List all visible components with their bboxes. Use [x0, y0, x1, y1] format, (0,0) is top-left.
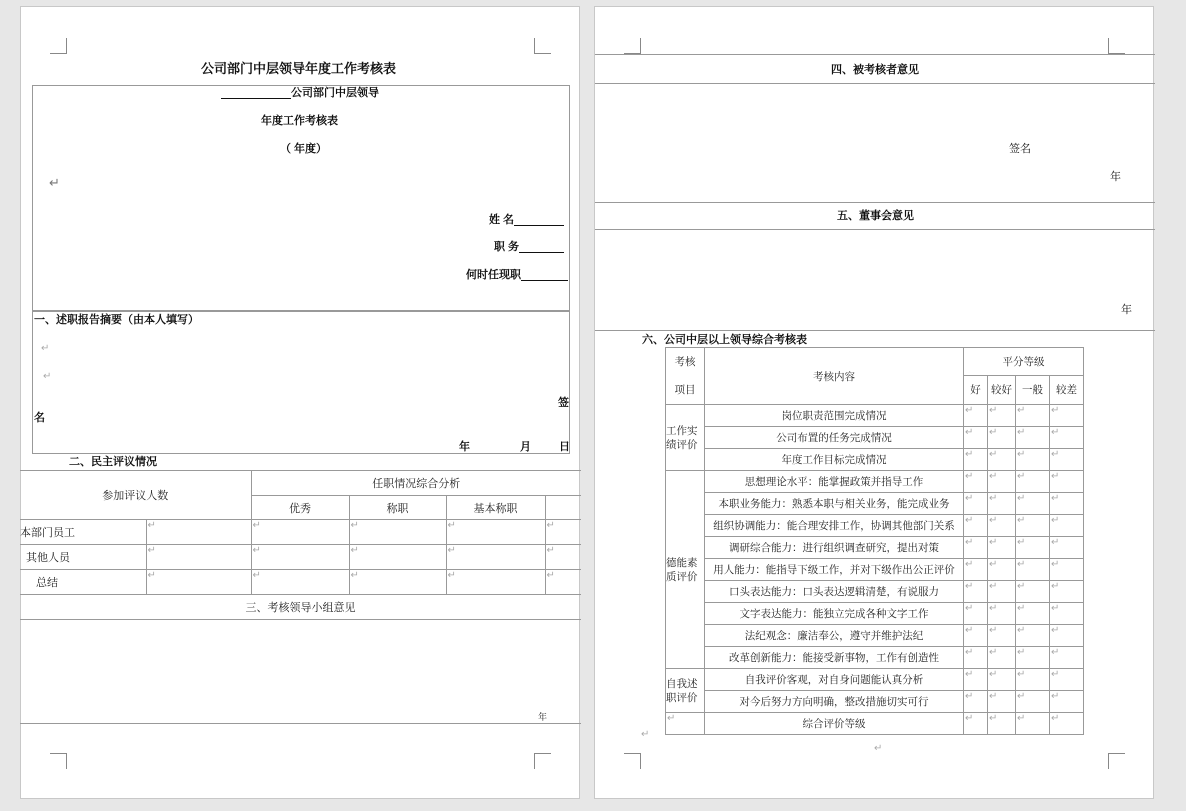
table-row — [666, 405, 1084, 427]
cell[interactable]: ↵ — [146, 545, 251, 570]
grade-cell[interactable]: ↵ — [1016, 625, 1050, 647]
evaluation-table — [665, 347, 1084, 735]
grade-cell[interactable]: ↵ — [1050, 515, 1084, 537]
review-table — [20, 470, 581, 724]
cover-line1: 公司部门中层领导 — [221, 87, 379, 99]
cell[interactable]: ↵ — [545, 520, 581, 545]
grade-cell[interactable]: ↵ — [988, 405, 1016, 427]
document-title[interactable]: 公司部门中层领导年度工作考核表 — [201, 61, 397, 76]
criterion: 自我评价客观，对自身问题能认真分析 — [705, 669, 964, 691]
divider — [595, 229, 1155, 230]
section6-title: 六、公司中层以上领导综合考核表 — [642, 334, 807, 346]
section3-body[interactable]: 年 — [20, 620, 581, 724]
grade-cell[interactable]: ↵ — [964, 515, 988, 537]
grade-cell[interactable]: ↵ — [964, 669, 988, 691]
grade-cell[interactable]: ↵ — [964, 713, 988, 735]
grade-cell[interactable]: ↵ — [1016, 427, 1050, 449]
criterion: 公司布置的任务完成情况 — [705, 427, 964, 449]
document-page-1 — [20, 6, 580, 799]
grade-poor: 较差 — [1050, 375, 1084, 404]
summary-label: 综合评价等级 — [705, 713, 964, 735]
criterion: 文字表达能力：能独立完成各种文字工作 — [705, 603, 964, 625]
empty-cell — [545, 496, 581, 520]
group-label: 工作实绩评价 — [666, 405, 705, 471]
month-label: 月 — [520, 441, 531, 453]
grade-average: 一般 — [1016, 375, 1050, 404]
grade-cell[interactable]: ↵ — [1050, 625, 1084, 647]
grade-cell[interactable]: ↵ — [988, 713, 1016, 735]
grade-cell[interactable]: ↵ — [1050, 537, 1084, 559]
group-label: 德能素质评价 — [666, 471, 705, 669]
grade-cell[interactable]: ↵ — [988, 515, 1016, 537]
table-row — [666, 449, 1084, 471]
return-mark: ↵ — [641, 729, 650, 740]
grade-cell[interactable]: ↵ — [988, 449, 1016, 471]
col-excellent: 优秀 — [251, 496, 349, 520]
section2-title: 二、民主评议情况 — [69, 456, 157, 468]
grade-cell[interactable]: ↵ — [1050, 449, 1084, 471]
grade-cell[interactable]: ↵ — [964, 449, 988, 471]
grade-cell[interactable]: ↵ — [1016, 449, 1050, 471]
grade-cell[interactable]: ↵ — [964, 647, 988, 669]
col-item: 考核 项目 — [666, 348, 705, 405]
grade-cell[interactable]: ↵ — [1016, 559, 1050, 581]
return-mark: ↵ — [874, 743, 883, 754]
criterion: 对今后努力方向明确，整改措施切实可行 — [705, 691, 964, 713]
criterion: 改革创新能力：能接受新事物，工作有创造性 — [705, 647, 964, 669]
divider — [595, 83, 1155, 84]
grade-cell[interactable]: ↵ — [1016, 471, 1050, 493]
table-row — [666, 647, 1084, 669]
grade-cell[interactable]: ↵ — [988, 559, 1016, 581]
col-grade: 平分等级 — [964, 348, 1084, 376]
grade-cell[interactable]: ↵ — [988, 625, 1016, 647]
grade-cell[interactable]: ↵ — [964, 471, 988, 493]
position-field[interactable]: 职 务 — [494, 241, 564, 253]
table-row — [20, 520, 581, 545]
cell[interactable]: ↵ — [146, 520, 251, 545]
grade-cell[interactable]: ↵ — [988, 493, 1016, 515]
cell[interactable]: ↵ — [545, 545, 581, 570]
cell[interactable]: ↵ — [446, 520, 545, 545]
year-label: 年 — [459, 441, 470, 453]
table-row — [666, 515, 1084, 537]
grade-cell[interactable]: ↵ — [1050, 581, 1084, 603]
grade-cell[interactable]: ↵ — [988, 691, 1016, 713]
table-row — [666, 493, 1084, 515]
cover-line3: （ 年度） — [280, 143, 328, 155]
grade-cell[interactable]: ↵ — [1050, 405, 1084, 427]
grade-cell[interactable]: ↵ — [1016, 647, 1050, 669]
table-row — [666, 471, 1084, 493]
return-mark: ↵ — [43, 371, 52, 382]
grade-cell[interactable]: ↵ — [964, 581, 988, 603]
grade-fair-good: 较好 — [988, 375, 1016, 404]
col-participants: 参加评议人数 — [20, 471, 251, 520]
cell[interactable]: ↵ — [446, 570, 545, 595]
grade-cell[interactable]: ↵ — [964, 603, 988, 625]
corner-mark — [50, 753, 67, 769]
grade-cell[interactable]: ↵ — [1050, 691, 1084, 713]
col-content: 考核内容 — [705, 348, 964, 405]
grade-cell[interactable]: ↵ — [1016, 405, 1050, 427]
criterion: 调研综合能力：进行组织调查研究，提出对策 — [705, 537, 964, 559]
name-field[interactable]: 姓 名 — [489, 214, 564, 226]
table-row — [666, 537, 1084, 559]
section5-title: 五、董事会意见 — [837, 210, 914, 222]
corner-mark — [50, 38, 67, 54]
since-field[interactable]: 何时任现职 — [466, 269, 568, 281]
corner-mark — [624, 753, 641, 769]
grade-good: 好 — [964, 375, 988, 404]
criterion: 岗位职责范围完成情况 — [705, 405, 964, 427]
grade-cell[interactable]: ↵ — [964, 427, 988, 449]
cell[interactable]: ↵ — [146, 570, 251, 595]
table-row — [666, 713, 1084, 735]
grade-cell[interactable]: ↵ — [1050, 713, 1084, 735]
grade-cell[interactable]: ↵ — [1050, 493, 1084, 515]
corner-mark — [1108, 38, 1125, 54]
return-mark: ↵ — [49, 175, 60, 190]
criterion: 法纪观念：廉洁奉公，遵守并维护法纪 — [705, 625, 964, 647]
return-mark: ↵ — [41, 343, 50, 354]
cell[interactable]: ↵ — [666, 713, 705, 735]
sign-label-a: 签 — [558, 397, 569, 409]
grade-cell[interactable]: ↵ — [988, 603, 1016, 625]
divider — [595, 330, 1155, 331]
cover-line2: 年度工作考核表 — [261, 115, 338, 127]
corner-mark — [624, 38, 641, 54]
cell[interactable]: ↵ — [349, 570, 446, 595]
table-row — [666, 581, 1084, 603]
cell[interactable]: ↵ — [349, 520, 446, 545]
criterion: 年度工作目标完成情况 — [705, 449, 964, 471]
col-analysis: 任职情况综合分析 — [251, 471, 581, 496]
divider — [595, 202, 1155, 203]
corner-mark — [534, 753, 551, 769]
grade-cell[interactable]: ↵ — [1016, 537, 1050, 559]
cell[interactable]: ↵ — [251, 545, 349, 570]
criterion: 本职业务能力：熟悉本职与相关业务，能完成业务 — [705, 493, 964, 515]
table-row — [666, 603, 1084, 625]
criterion: 用人能力：能指导下级工作，并对下级作出公正评价 — [705, 559, 964, 581]
grade-cell[interactable]: ↵ — [1016, 691, 1050, 713]
table-row — [666, 625, 1084, 647]
section3-title: 三、考核领导小组意见 — [20, 595, 581, 620]
section1-title: 一、述职报告摘要（由本人填写） — [34, 314, 199, 326]
corner-mark — [1108, 753, 1125, 769]
grade-cell[interactable]: ↵ — [988, 427, 1016, 449]
grade-cell[interactable]: ↵ — [964, 537, 988, 559]
grade-cell[interactable]: ↵ — [964, 493, 988, 515]
corner-mark — [534, 38, 551, 54]
criterion: 口头表达能力：口头表达逻辑清楚，有说服力 — [705, 581, 964, 603]
grade-cell[interactable]: ↵ — [1016, 581, 1050, 603]
row-label: 总结 — [20, 570, 146, 595]
section1-box — [32, 311, 570, 454]
document-page-2 — [594, 6, 1154, 799]
grade-cell[interactable]: ↵ — [964, 559, 988, 581]
grade-cell[interactable]: ↵ — [1050, 603, 1084, 625]
sign-label-b: 名 — [34, 412, 45, 424]
table-row — [666, 427, 1084, 449]
grade-cell[interactable]: ↵ — [988, 669, 1016, 691]
grade-cell[interactable]: ↵ — [988, 471, 1016, 493]
criterion: 思想理论水平：能掌握政策并指导工作 — [705, 471, 964, 493]
grade-cell[interactable]: ↵ — [1016, 603, 1050, 625]
table-row — [666, 669, 1084, 691]
grade-cell[interactable]: ↵ — [1016, 669, 1050, 691]
row-label: 本部门员工 — [20, 520, 146, 545]
grade-cell[interactable]: ↵ — [964, 625, 988, 647]
grade-cell[interactable]: ↵ — [1050, 647, 1084, 669]
table-row — [666, 559, 1084, 581]
col-competent: 称职 — [349, 496, 446, 520]
year-label: 年 — [1110, 171, 1121, 183]
grade-cell[interactable]: ↵ — [1050, 669, 1084, 691]
sign-label: 签名 — [1009, 143, 1031, 155]
day-label: 日 — [559, 441, 570, 453]
grade-cell[interactable]: ↵ — [1050, 471, 1084, 493]
grade-cell[interactable]: ↵ — [1016, 515, 1050, 537]
group-label: 自我述职评价 — [666, 669, 705, 713]
grade-cell[interactable]: ↵ — [1016, 493, 1050, 515]
cell[interactable]: ↵ — [251, 570, 349, 595]
criterion: 组织协调能力：能合理安排工作，协调其他部门关系 — [705, 515, 964, 537]
grade-cell[interactable]: ↵ — [1016, 713, 1050, 735]
table-row — [20, 570, 581, 595]
divider — [595, 54, 1155, 55]
cell[interactable]: ↵ — [251, 520, 349, 545]
col-basic: 基本称职 — [446, 496, 545, 520]
table-row — [20, 545, 581, 570]
grade-cell[interactable]: ↵ — [1050, 427, 1084, 449]
grade-cell[interactable]: ↵ — [988, 537, 1016, 559]
cell[interactable]: ↵ — [446, 545, 545, 570]
year-label: 年 — [1121, 304, 1132, 316]
grade-cell[interactable]: ↵ — [964, 405, 988, 427]
cell[interactable]: ↵ — [545, 570, 581, 595]
grade-cell[interactable]: ↵ — [964, 691, 988, 713]
row-label: 其他人员 — [20, 545, 146, 570]
grade-cell[interactable]: ↵ — [1050, 559, 1084, 581]
grade-cell[interactable]: ↵ — [988, 647, 1016, 669]
section4-title: 四、被考核者意见 — [831, 64, 919, 76]
table-row — [666, 691, 1084, 713]
grade-cell[interactable]: ↵ — [988, 581, 1016, 603]
cell[interactable]: ↵ — [349, 545, 446, 570]
